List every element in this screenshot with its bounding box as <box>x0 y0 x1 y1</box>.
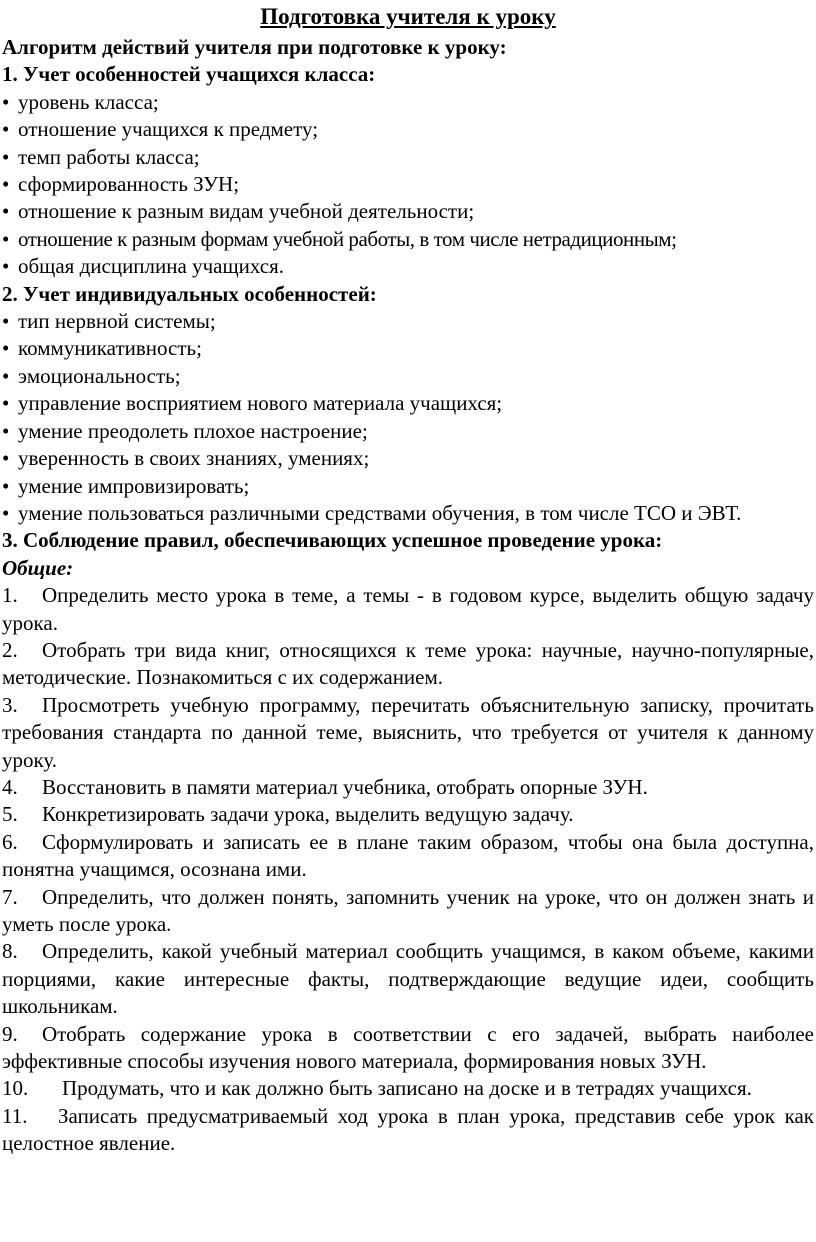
item-text: Определить место урока в теме, а темы - в годовом курсе, выделить общую задачу урока. <box>2 583 814 635</box>
bullet-icon: • <box>2 473 10 498</box>
bullet-icon: • <box>2 336 10 361</box>
bullet-icon: • <box>2 418 10 443</box>
item-number: 11. <box>2 1103 28 1128</box>
section1-list <box>2 89 814 281</box>
list-item <box>2 500 814 527</box>
list-item <box>2 253 814 280</box>
item-number: 5. <box>2 802 18 827</box>
bullet-icon: • <box>2 226 10 251</box>
item-text: Записать предусматриваемый ход урока в план урока, представив себе урок как целостное явление. <box>2 1103 814 1156</box>
item-number: 6. <box>2 829 18 854</box>
list-item <box>2 418 814 445</box>
bullet-icon: • <box>2 446 10 471</box>
item-text: Определить, что должен понять, запомнить ученик на уроке, что он должен знать и уметь после урока. <box>2 884 814 936</box>
item-number: 2. <box>2 637 18 662</box>
item-number: 3. <box>2 692 18 717</box>
list-item <box>2 171 814 198</box>
list-item-text: общая дисциплина учащихся. <box>18 254 284 279</box>
numbered-item <box>2 582 814 637</box>
list-item <box>2 226 814 253</box>
numbered-item <box>2 884 814 939</box>
numbered-item <box>2 692 814 774</box>
item-number: 4. <box>2 774 18 799</box>
list-item <box>2 144 814 171</box>
list-item <box>2 390 814 417</box>
item-text: Продумать, что и как должно быть записано на доске и в тетрадях учащихся. <box>62 1076 752 1101</box>
list-item-text: коммуникативность; <box>18 336 202 361</box>
list-item-text: отношение учащихся к предмету; <box>18 117 319 142</box>
item-number: 8. <box>2 939 18 964</box>
item-number: 1. <box>2 583 18 608</box>
numbered-item <box>2 1103 814 1158</box>
list-item-text: эмоциональность; <box>18 363 181 388</box>
list-item-text: сформированность ЗУН; <box>18 172 240 197</box>
list-item <box>2 198 814 225</box>
numbered-item <box>2 938 814 1020</box>
bullet-icon: • <box>2 500 10 525</box>
intro-heading: Алгоритм действий учителя при подготовке к уроку: <box>2 35 507 59</box>
list-item <box>2 308 814 335</box>
bullet-icon: • <box>2 254 10 279</box>
section2-list <box>2 308 814 527</box>
numbered-item <box>2 801 814 828</box>
item-number: 9. <box>2 1021 18 1046</box>
bullet-icon: • <box>2 117 10 142</box>
bullet-icon: • <box>2 363 10 388</box>
item-number: 10. <box>2 1076 29 1101</box>
numbered-item <box>2 829 814 884</box>
item-text: Сформулировать и записать ее в плане таким образом, чтобы она была доступна, понятна учащимся, осознана ими. <box>2 829 814 882</box>
section3-heading: 3. Соблюдение правил, обеспечивающих успешное проведение урока: <box>2 528 663 553</box>
list-item-text: умение пользоваться различными средствами обучения, в том числе ТСО и ЭВТ. <box>18 500 742 525</box>
bullet-icon: • <box>2 172 10 197</box>
page-title: Подготовка учителя к уроку <box>260 4 556 29</box>
bullet-icon: • <box>2 391 10 416</box>
list-item-text: тип нервной системы; <box>18 309 216 334</box>
bullet-icon: • <box>2 89 10 114</box>
list-item-text: уверенность в своих знаниях, умениях; <box>18 446 370 471</box>
numbered-item <box>2 1021 814 1076</box>
bullet-icon: • <box>2 144 10 169</box>
item-number: 7. <box>2 884 18 909</box>
item-text: Конкретизировать задачи урока, выделить ведущую задачу. <box>42 802 574 827</box>
numbered-item <box>2 1075 814 1102</box>
numbered-item <box>2 774 814 801</box>
section3-list <box>2 582 814 1158</box>
list-item <box>2 473 814 500</box>
list-item-text: отношение к разным формам учебной работы, в том числе нетрадиционным; <box>18 226 677 251</box>
list-item-text: темп работы класса; <box>18 144 200 169</box>
item-text: Просмотреть учебную программу, перечитать объяснительную записку, прочитать требования стандарта по данной теме, выяснить, что требуется от учителя к данному уроку. <box>2 692 814 772</box>
item-text: Определить, какой учебный материал сообщить учащимся, в каком объеме, какими порциями, какие интересные факты, подтверждающие ведущие идеи, сообщить школьникам. <box>2 939 814 1019</box>
list-item-text: умение преодолеть плохое настроение; <box>18 418 368 443</box>
list-item <box>2 445 814 472</box>
list-item-text: умение импровизировать; <box>18 473 250 498</box>
numbered-item <box>2 637 814 692</box>
list-item <box>2 363 814 390</box>
list-item <box>2 335 814 362</box>
bullet-icon: • <box>2 309 10 334</box>
section1-heading: 1. Учет особенностей учащихся класса: <box>2 62 376 87</box>
list-item-text: управление восприятием нового материала учащихся; <box>18 391 503 416</box>
list-item-text: отношение к разным видам учебной деятельности; <box>18 199 475 224</box>
list-item <box>2 89 814 116</box>
item-text: Восстановить в памяти материал учебника, отобрать опорные ЗУН. <box>42 774 648 799</box>
item-text: Отобрать содержание урока в соответствии с его задачей, выбрать наиболее эффективные способы изучения нового материала, формирования новых ЗУН. <box>2 1021 814 1074</box>
item-text: Отобрать три вида книг, относящихся к теме урока: научные, научно-популярные, методические. Познакомиться с их содержанием. <box>2 637 814 690</box>
section2-heading: 2. Учет индивидуальных особенностей: <box>2 281 377 306</box>
section3-subheading: Общие: <box>2 555 74 580</box>
list-item-text: уровень класса; <box>18 89 159 114</box>
bullet-icon: • <box>2 199 10 224</box>
list-item <box>2 116 814 143</box>
